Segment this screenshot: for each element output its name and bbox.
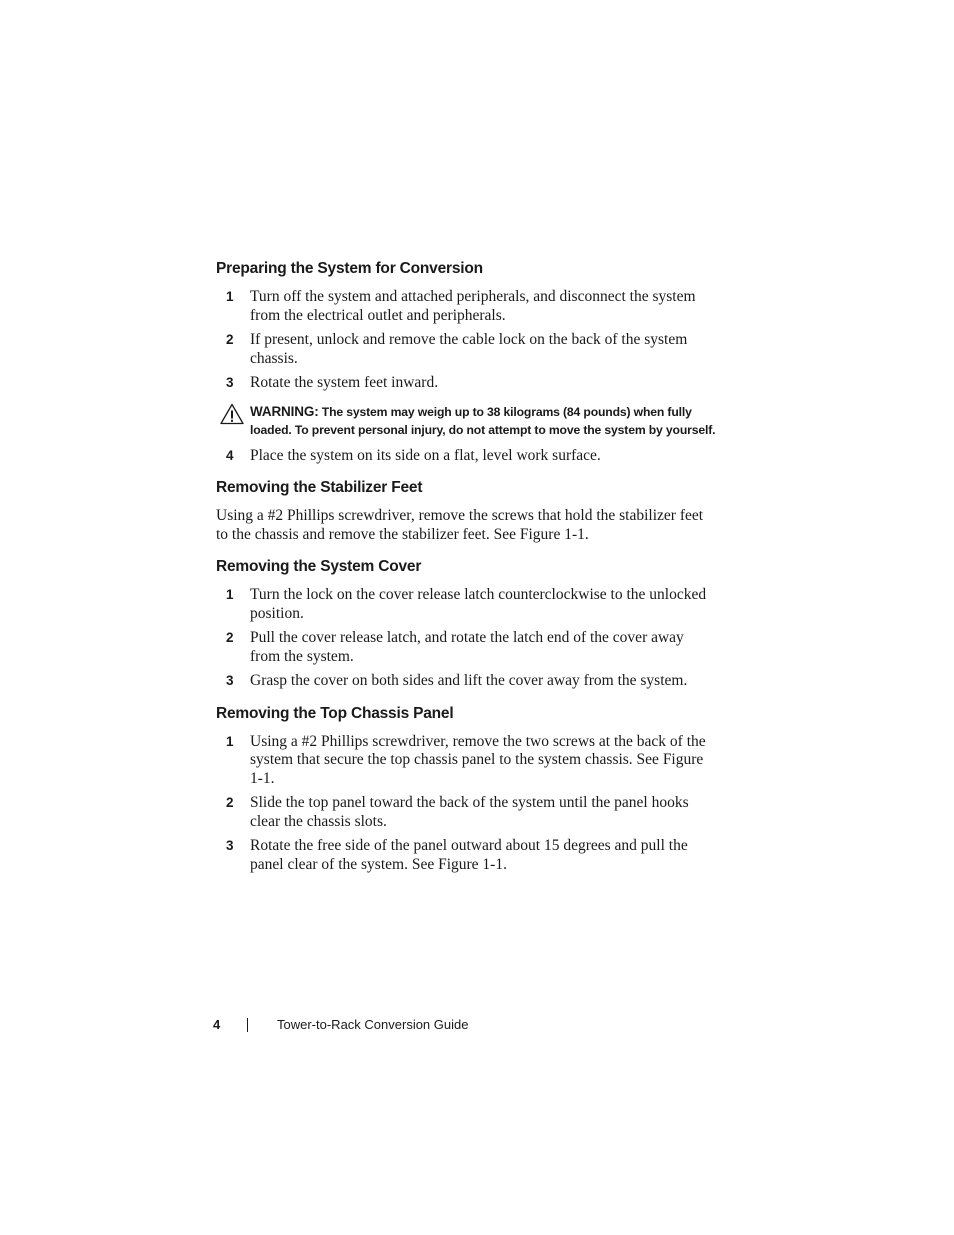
step-list [216, 586, 716, 691]
warning-text [250, 403, 716, 439]
step-item [216, 794, 716, 831]
step-list [216, 447, 716, 466]
section-paragraph: Using a #2 Phillips screwdriver, remove the screws that hold the stabilizer feet to the chassis and remove the stabilizer feet. See Figure 1-1. [216, 507, 704, 543]
step-number: 2 [226, 795, 234, 810]
step-number: 3 [226, 838, 234, 853]
page-number: 4 [213, 1017, 221, 1032]
step-number: 2 [226, 332, 234, 347]
step-text: If present, unlock and remove the cable lock on the back of the system chassis. [250, 331, 688, 367]
section-system-cover [216, 556, 716, 691]
warning-message: The system may weigh up to 38 kilograms (84 pounds) when fully loaded. To prevent personal injury, do not attempt to move the system by yourself. [250, 404, 716, 437]
warning-triangle-icon [220, 403, 244, 425]
step-list [216, 288, 716, 393]
step-number: 2 [226, 630, 234, 645]
step-text: Pull the cover release latch, and rotate the latch end of the cover away from the system. [250, 629, 684, 665]
step-number: 1 [226, 289, 234, 304]
step-item [216, 586, 716, 623]
step-number: 4 [226, 447, 234, 463]
step-list [216, 733, 716, 875]
step-text: Place the system on its side on a flat, level work surface. [250, 446, 601, 464]
step-item [216, 733, 716, 789]
step-item [216, 374, 716, 393]
section-top-chassis-panel [216, 703, 716, 875]
step-text: Turn off the system and attached peripherals, and disconnect the system from the electrical outlet and peripherals. [250, 288, 696, 324]
step-text: Rotate the system feet inward. [250, 374, 439, 391]
step-text: Rotate the free side of the panel outward about 15 degrees and pull the panel clear of the system. See Figure 1-1. [250, 837, 688, 873]
guide-title: Tower-to-Rack Conversion Guide [277, 1017, 469, 1032]
warning-label: WARNING: [250, 403, 319, 419]
section-preparing [216, 258, 716, 465]
step-item [216, 629, 716, 666]
step-number: 3 [226, 673, 234, 688]
step-number: 1 [226, 733, 234, 749]
step-item [216, 672, 716, 691]
section-heading: Preparing the System for Conversion [216, 260, 483, 277]
step-item [216, 837, 716, 874]
document-body [216, 258, 716, 886]
warning-note [216, 403, 716, 439]
step-number: 3 [226, 375, 234, 390]
step-text: Grasp the cover on both sides and lift the cover away from the system. [250, 672, 688, 689]
step-item [216, 288, 716, 325]
footer-divider [247, 1018, 248, 1032]
step-item [216, 447, 716, 466]
step-text: Using a #2 Phillips screwdriver, remove the two screws at the back of the system that secure the top chassis panel to the system chassis. See Figure 1-1. [250, 732, 706, 787]
section-heading: Removing the Top Chassis Panel [216, 704, 454, 722]
step-number: 1 [226, 587, 234, 602]
section-heading: Removing the System Cover [216, 558, 422, 575]
section-heading: Removing the Stabilizer Feet [216, 479, 423, 496]
step-text: Turn the lock on the cover release latch counterclockwise to the unlocked position. [250, 586, 707, 622]
step-text: Slide the top panel toward the back of the system until the panel hooks clear the chassis slots. [250, 794, 689, 830]
section-stabilizer-feet [216, 477, 716, 544]
step-item [216, 331, 716, 368]
